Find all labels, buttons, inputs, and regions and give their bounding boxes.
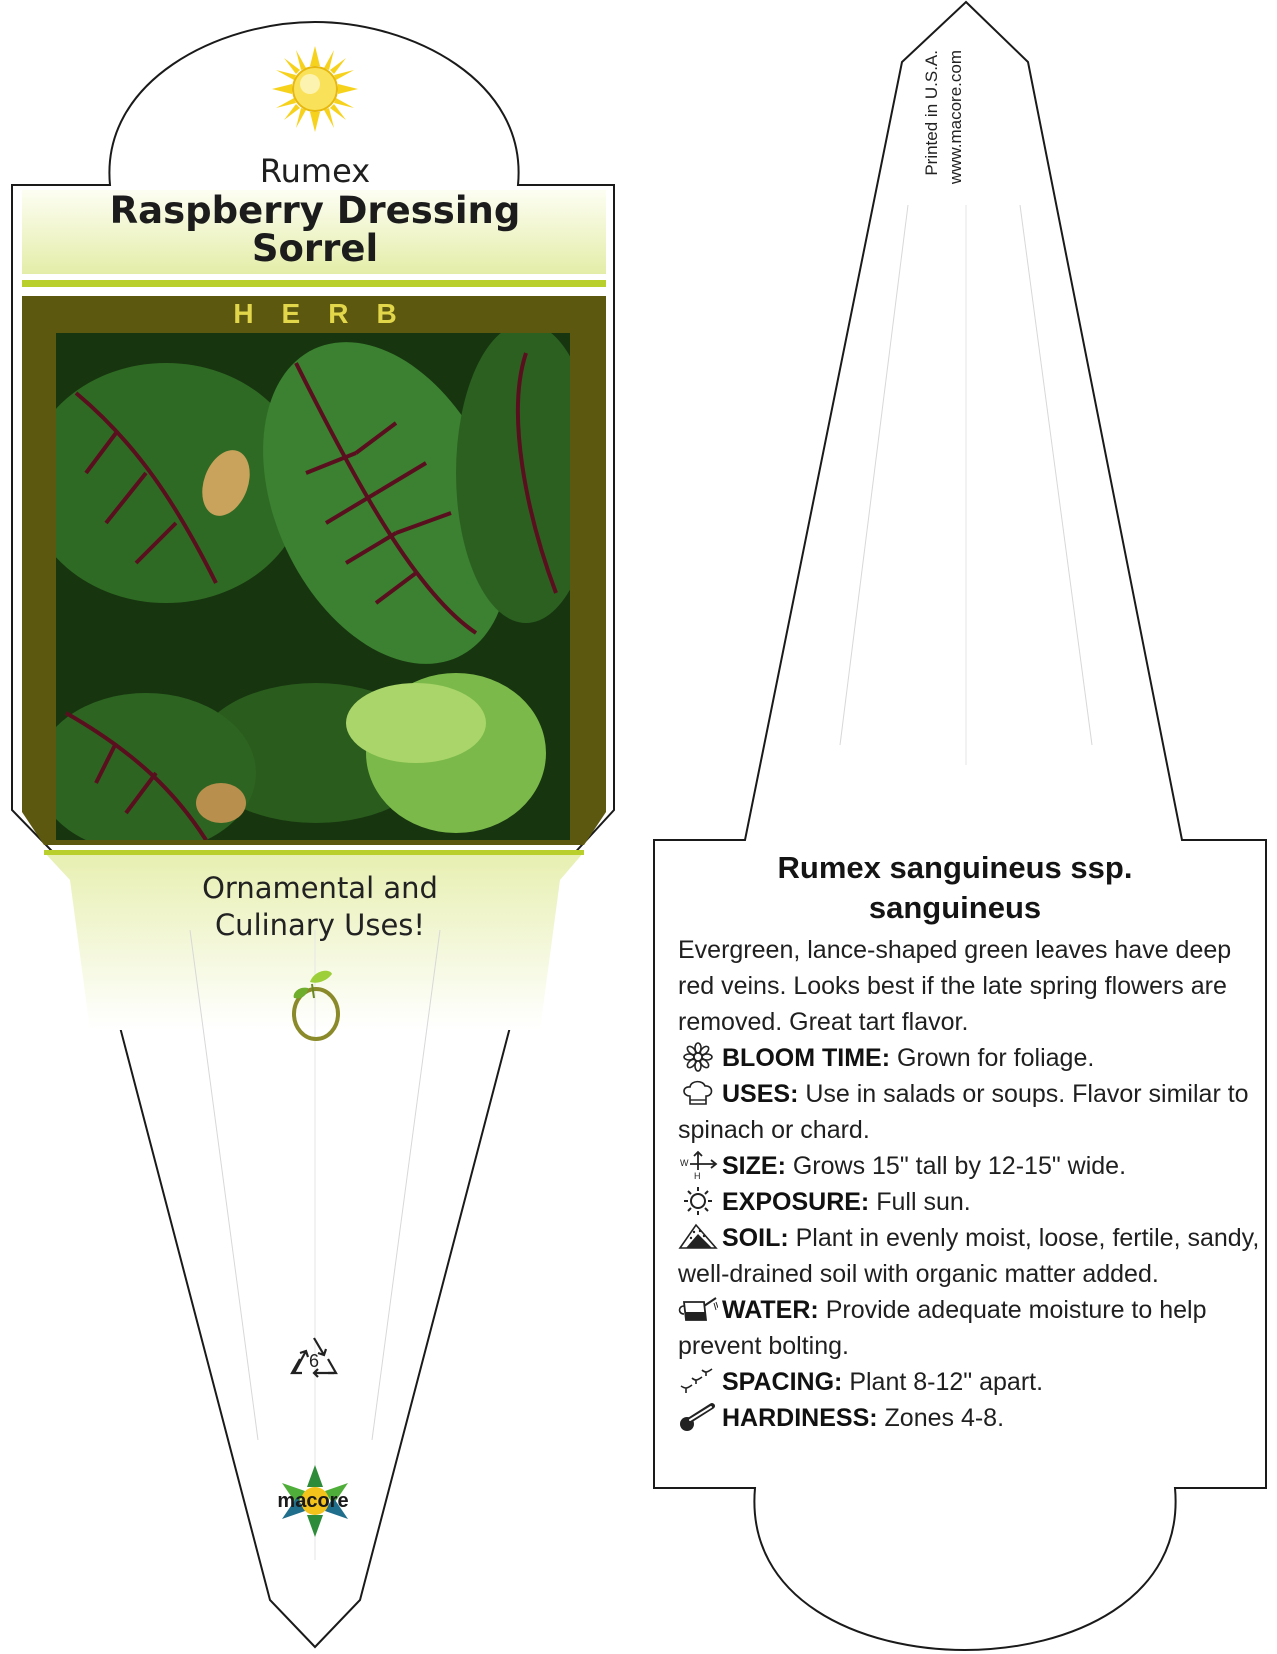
svg-text:W: W: [680, 1158, 689, 1168]
size-arrows-icon: [678, 1150, 718, 1180]
attr-label: WATER:: [722, 1296, 819, 1324]
attr-value: Use in salads or soups. Flavor similar to spinach or chard.: [678, 1080, 1249, 1144]
attr-uses: [678, 1076, 1263, 1148]
full-sun-icon: [270, 44, 360, 134]
attr-label: SIZE:: [722, 1152, 786, 1180]
attr-label: HARDINESS:: [722, 1404, 878, 1432]
tagline-line-2: Culinary Uses!: [214, 908, 426, 942]
printed-info: [920, 50, 996, 220]
attr-size: [678, 1148, 1263, 1184]
attr-label: USES:: [722, 1080, 799, 1108]
attr-label: BLOOM TIME:: [722, 1044, 891, 1072]
attr-value: Full sun.: [869, 1188, 971, 1216]
attr-value: Plant in evenly moist, loose, fertile, sandy, well-drained soil with organic matter added.: [678, 1224, 1260, 1288]
recycle-number: 6: [308, 1351, 320, 1371]
plant-genus: Rumex: [259, 152, 371, 190]
attr-spacing: [678, 1364, 1263, 1400]
attr-value: Provide adequate moisture to help prevent bolting.: [678, 1296, 1207, 1360]
attr-value: Grows 15" tall by 12-15" wide.: [785, 1152, 1127, 1180]
plant-common-name: [22, 189, 608, 270]
attr-exposure: [678, 1184, 1263, 1220]
plant-description: Evergreen, lance-shaped green leaves have deep red veins. Looks best if the late spring flowers are removed. Great tart flavor.: [678, 936, 1232, 1036]
plant-details: [678, 932, 1263, 1436]
attr-label: SPACING:: [722, 1368, 843, 1396]
tagline: [90, 870, 550, 944]
plant-photo: [56, 333, 570, 840]
attr-bloom-time: [678, 1040, 1263, 1076]
svg-text:H: H: [694, 1171, 701, 1180]
attr-label: SOIL:: [722, 1224, 789, 1252]
botanical-name: [660, 848, 1250, 928]
common-name-line-1: Raspberry Dressing: [109, 189, 521, 232]
soil-pile-icon: [678, 1222, 718, 1252]
tagline-line-1: Ornamental and: [202, 871, 438, 905]
macore-logo-text: macore: [277, 1490, 349, 1512]
edible-herb-icon: [288, 964, 344, 1044]
attr-value: Zones 4-8.: [877, 1404, 1005, 1432]
plant-category: HERB: [233, 298, 425, 329]
botanical-line-1: Rumex sanguineus ssp.: [777, 850, 1133, 885]
printed-in-usa: Printed in U.S.A.: [922, 50, 941, 176]
flower-icon: [678, 1042, 718, 1072]
attr-soil: [678, 1220, 1263, 1292]
website: www.macore.com: [946, 50, 965, 185]
thermometer-icon: [678, 1402, 718, 1432]
attr-value: Plant 8-12" apart.: [842, 1368, 1044, 1396]
chef-hat-icon: [678, 1078, 718, 1108]
botanical-line-2: sanguineus: [868, 890, 1042, 925]
attr-value: Grown for foliage.: [890, 1044, 1095, 1072]
seedlings-icon: [678, 1366, 718, 1396]
attr-hardiness: [678, 1400, 1263, 1436]
attr-label: EXPOSURE:: [722, 1188, 870, 1216]
sun-icon: [678, 1186, 718, 1216]
attr-water: [678, 1292, 1263, 1364]
common-name-line-2: Sorrel: [251, 227, 379, 270]
watering-can-icon: [678, 1294, 718, 1324]
recycle-icon: [288, 1335, 340, 1381]
